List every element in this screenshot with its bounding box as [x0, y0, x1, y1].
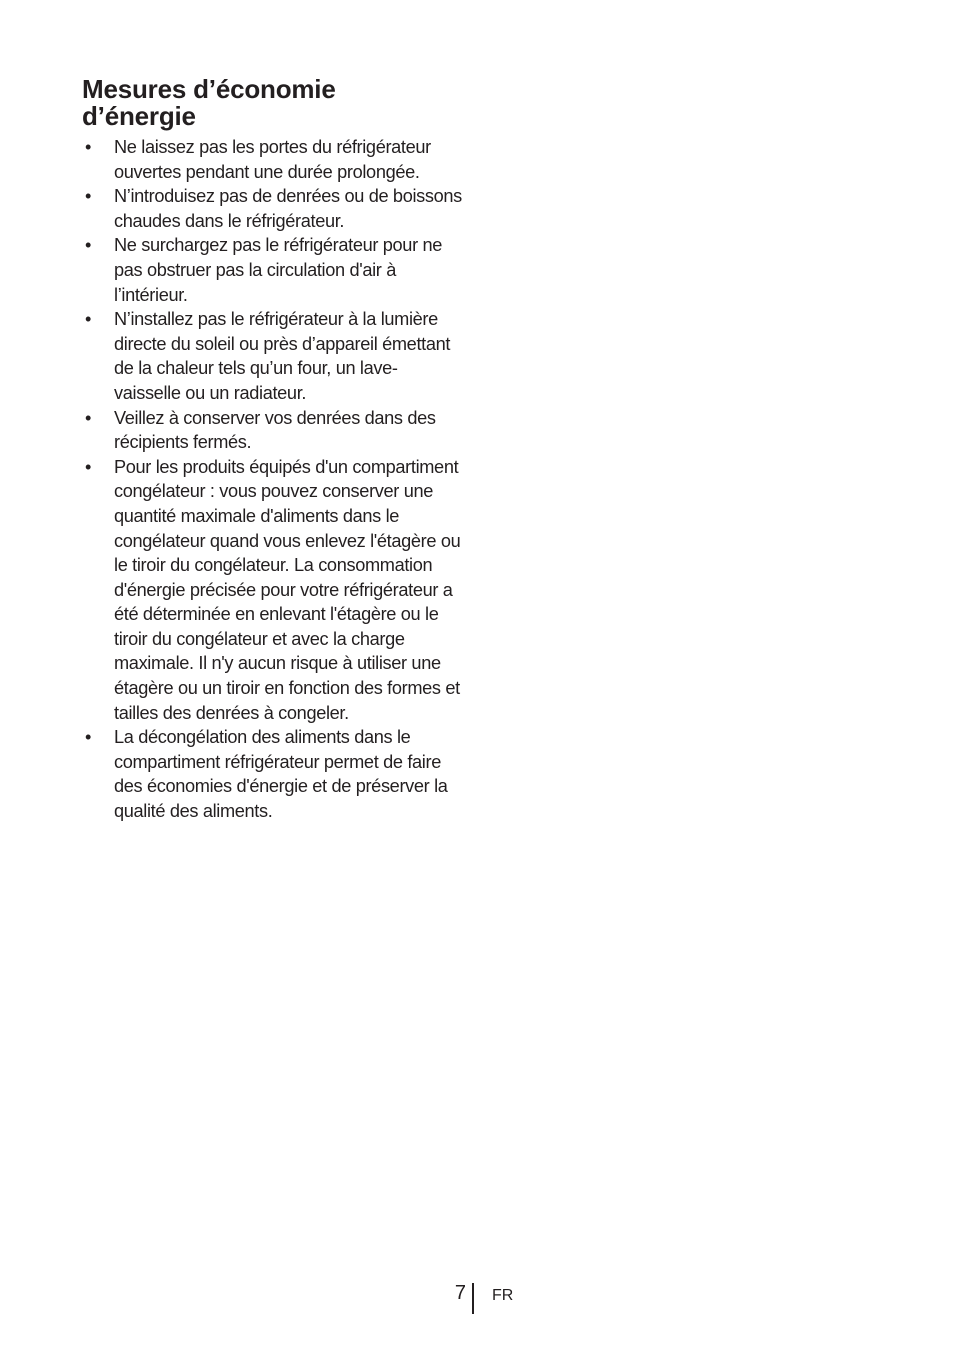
list-item — [82, 307, 462, 405]
title-line-1: Mesures d’économie — [82, 74, 336, 104]
section-title — [82, 76, 462, 130]
list-item-text: Pour les produits équipés d'un compartiment congélateur : vous pouvez conserver une quantité maximale d'aliments dans le congélateur quand vous enlevez l'étagère ou le tiroir du congélateur. La consommation d'énergie précisée pour votre réfrigérateur a été déterminée en enlevant l'étagère ou le tiroir du congélateur et avec la charge maximale. Il n'y aucun risque à utiliser une étagère ou un tiroir en fonction des formes et tailles des denrées à congeler. — [114, 456, 461, 723]
bullet-icon: • — [84, 137, 92, 157]
title-line-2: d’énergie — [82, 101, 196, 131]
list-item-text: Ne surchargez pas le réfrigérateur pour ne pas obstruer pas la circulation d'air à l’intérieur. — [114, 235, 443, 305]
footer-divider — [472, 1283, 474, 1314]
list-item-text: La décongélation des aliments dans le compartiment réfrigérateur permet de faire des économies d'énergie et de préserver la qualité des aliments. — [114, 727, 448, 822]
bullet-icon: • — [84, 727, 92, 748]
list-item-text: N’introduisez pas de denrées ou de boissons chaudes dans le réfrigérateur. — [114, 186, 462, 231]
bullet-icon: • — [84, 309, 92, 330]
bullet-icon: • — [84, 235, 92, 256]
energy-saving-section — [82, 76, 462, 824]
bullet-icon: • — [84, 186, 92, 207]
page-number: 7 — [454, 1282, 466, 1304]
list-item — [82, 455, 462, 726]
language-code: FR — [492, 1287, 514, 1304]
list-item — [82, 725, 462, 823]
tips-list — [82, 135, 462, 824]
bullet-icon: • — [84, 407, 92, 428]
bullet-icon: • — [84, 456, 92, 477]
list-item — [82, 184, 462, 233]
list-item-text: Ne laissez pas les portes du réfrigérateur ouvertes pendant une durée prolongée. — [114, 137, 431, 182]
list-item — [82, 406, 462, 455]
list-item-text: N’installez pas le réfrigérateur à la lumière directe du soleil ou près d’appareil émettant de la chaleur tels qu’un four, un lave-vaisselle ou un radiateur. — [114, 309, 451, 403]
list-item — [82, 135, 462, 184]
page-footer — [0, 1280, 954, 1320]
list-item — [82, 233, 462, 307]
list-item-text: Veillez à conserver vos denrées dans des récipients fermés. — [114, 407, 436, 453]
